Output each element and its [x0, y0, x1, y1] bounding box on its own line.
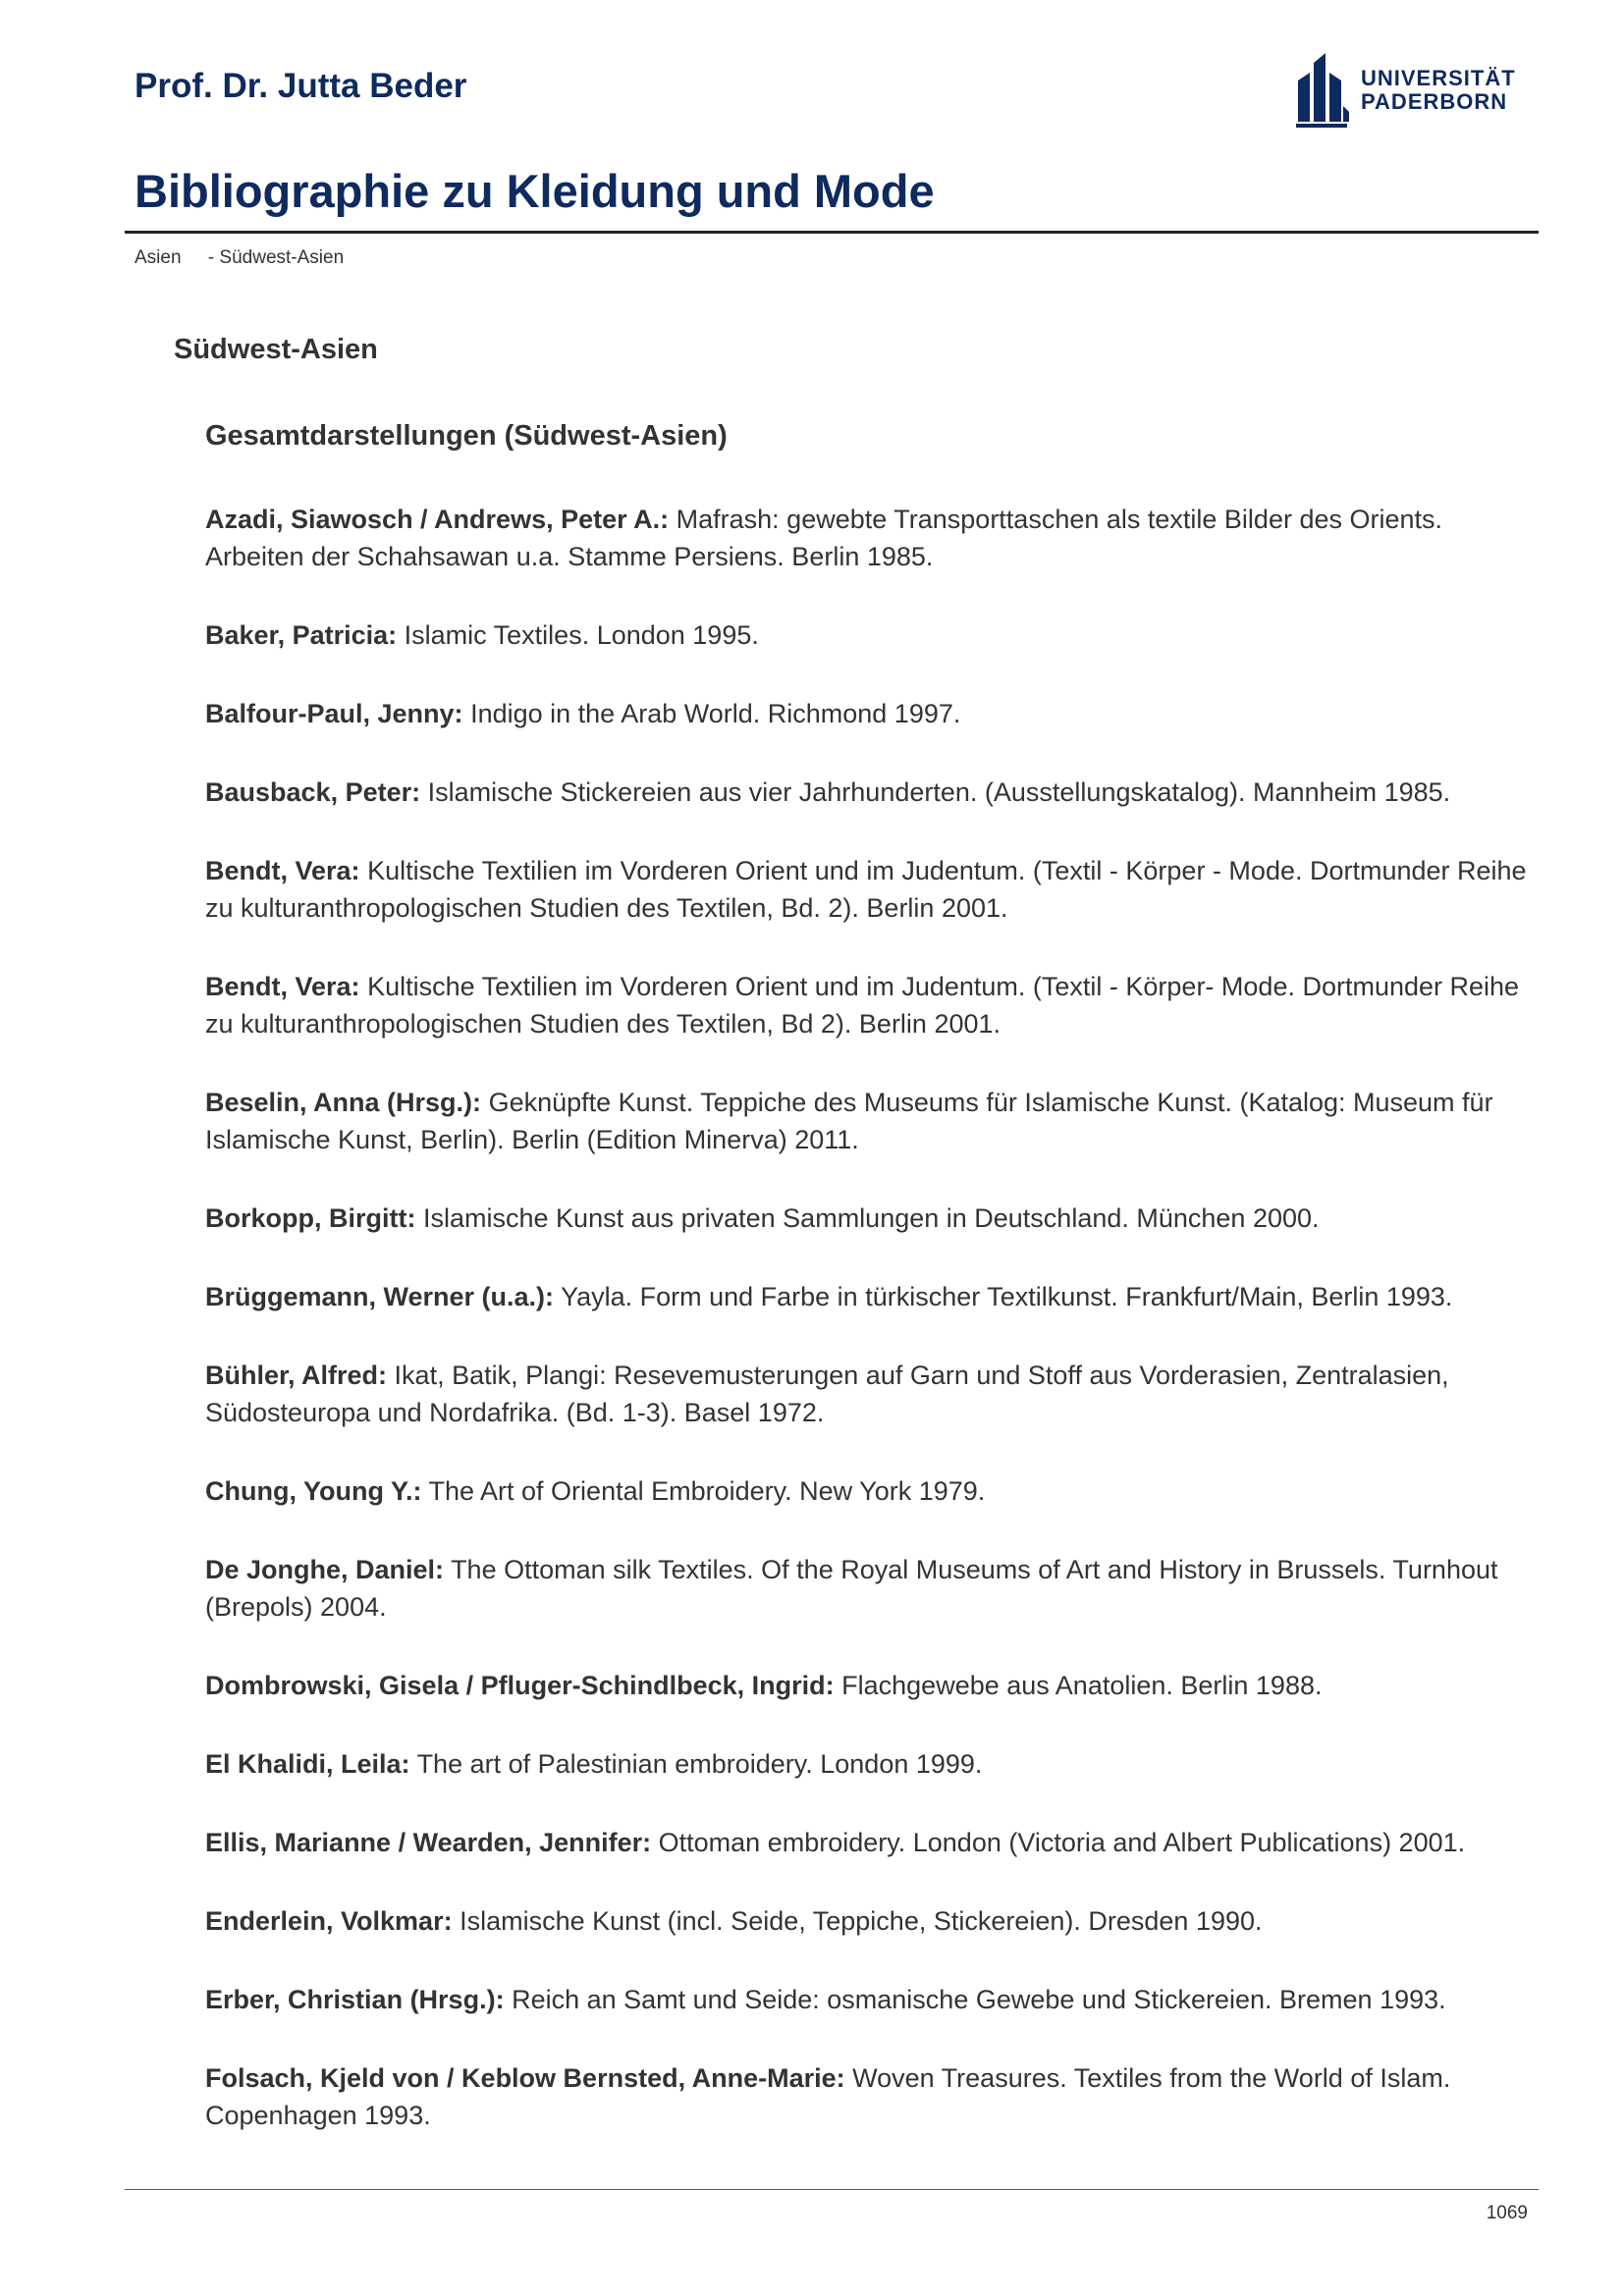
breadcrumb-item: Asien — [135, 247, 182, 268]
bibliography-entry — [205, 1745, 1531, 1783]
entry-text: Kultische Textilien im Vorderen Orient und im Judentum. (Textil - Körper- Mode. Dortmunder Reihe zu kulturanthropologischen Studien des Textilen, Bd 2). Berlin 2001. — [205, 972, 1520, 1039]
author-name: Prof. Dr. Jutta Beder — [135, 67, 467, 105]
breadcrumb — [135, 247, 344, 269]
subsection-title: Gesamtdarstellungen (Südwest-Asien) — [205, 420, 728, 452]
bibliography-entry — [205, 616, 1531, 654]
entry-text: Indigo in the Arab World. Richmond 1997. — [470, 699, 961, 728]
header-divider — [125, 231, 1539, 234]
bibliography-entry — [205, 968, 1531, 1042]
entry-text: Yayla. Form und Farbe in türkischer Textilkunst. Frankfurt/Main, Berlin 1993. — [561, 1282, 1453, 1311]
university-paderborn-logo-icon — [1294, 51, 1351, 130]
entry-text: Islamische Kunst aus privaten Sammlungen in Deutschland. München 2000. — [423, 1203, 1320, 1233]
entry-author: Enderlein, Volkmar: — [205, 1906, 453, 1936]
entry-author: Bendt, Vera: — [205, 856, 360, 885]
logo-line-1: UNIVERSITÄT — [1361, 66, 1516, 90]
bibliography-entry — [205, 774, 1531, 811]
bibliography-list — [205, 501, 1531, 2175]
entry-author: Bühler, Alfred: — [205, 1361, 388, 1390]
document-title: Bibliographie zu Kleidung und Mode — [135, 165, 935, 217]
entry-author: Erber, Christian (Hrsg.): — [205, 1985, 505, 2014]
bibliography-entry — [205, 1902, 1531, 1940]
bibliography-entry — [205, 1357, 1531, 1431]
entry-author: Beselin, Anna (Hrsg.): — [205, 1088, 482, 1117]
entry-author: De Jonghe, Daniel: — [205, 1555, 445, 1584]
page-number: 1069 — [1486, 2203, 1528, 2223]
entry-text: Islamische Stickereien aus vier Jahrhunderten. (Ausstellungskatalog). Mannheim 1985. — [427, 777, 1451, 807]
entry-author: Bendt, Vera: — [205, 972, 360, 1001]
bibliography-entry — [205, 2059, 1531, 2134]
entry-text: The Ottoman silk Textiles. Of the Royal Museums of Art and History in Brussels. Turnhout (Brepols) 2004. — [205, 1555, 1498, 1622]
bibliography-entry — [205, 852, 1531, 927]
entry-text: Geknüpfte Kunst. Teppiche des Museums für Islamische Kunst. (Katalog: Museum für Islamische Kunst, Berlin). Berlin (Edition Minerva) 2011. — [205, 1088, 1493, 1154]
bibliography-entry — [205, 1667, 1531, 1704]
entry-author: Baker, Patricia: — [205, 620, 398, 650]
entry-text: Kultische Textilien im Vorderen Orient und im Judentum. (Textil - Körper - Mode. Dortmunder Reihe zu kulturanthropologischen Studien des Textilen, Bd. 2). Berlin 2001. — [205, 856, 1527, 923]
entry-author: Borkopp, Birgitt: — [205, 1203, 416, 1233]
entry-author: Azadi, Siawosch / Andrews, Peter A.: — [205, 505, 670, 534]
bibliography-entry — [205, 1824, 1531, 1861]
entry-text: The art of Palestinian embroidery. London 1999. — [416, 1749, 983, 1779]
bibliography-entry — [205, 501, 1531, 575]
entry-author: Balfour-Paul, Jenny: — [205, 699, 463, 728]
section-title: Südwest-Asien — [174, 334, 378, 365]
entry-text: Islamische Kunst (incl. Seide, Teppiche, Stickereien). Dresden 1990. — [460, 1906, 1263, 1936]
breadcrumb-item: - Südwest-Asien — [207, 247, 345, 268]
bibliography-entry — [205, 1200, 1531, 1237]
entry-author: Folsach, Kjeld von / Keblow Bernsted, Anne-Marie: — [205, 2063, 845, 2093]
entry-author: Bausback, Peter: — [205, 777, 421, 807]
entry-text: Flachgewebe aus Anatolien. Berlin 1988. — [841, 1671, 1323, 1700]
entry-author: Brüggemann, Werner (u.a.): — [205, 1282, 555, 1311]
bibliography-entry — [205, 1472, 1531, 1510]
entry-author: Dombrowski, Gisela / Pfluger-Schindlbeck, Ingrid: — [205, 1671, 835, 1700]
entry-author: El Khalidi, Leila: — [205, 1749, 410, 1779]
bibliography-entry — [205, 1084, 1531, 1158]
entry-text: The Art of Oriental Embroidery. New York 1979. — [428, 1476, 986, 1506]
entry-author: Ellis, Marianne / Wearden, Jennifer: — [205, 1828, 652, 1857]
bibliography-entry — [205, 695, 1531, 732]
entry-text: Islamic Textiles. London 1995. — [404, 620, 759, 650]
entry-text: Mafrash: gewebte Transporttaschen als textile Bilder des Orients. Arbeiten der Schahsawan u.a. Stamme Persiens. Berlin 1985. — [205, 505, 1443, 571]
bibliography-entry — [205, 1278, 1531, 1315]
logo-line-2: PADERBORN — [1361, 89, 1508, 114]
university-logo — [1294, 51, 1516, 130]
footer-divider — [125, 2189, 1539, 2190]
bibliography-entry — [205, 1551, 1531, 1626]
entry-text: Ikat, Batik, Plangi: Resevemusterungen auf Garn und Stoff aus Vorderasien, Zentralasien, Südosteuropa und Nordafrika. (Bd. 1-3). Basel 1972. — [205, 1361, 1449, 1427]
entry-text: Ottoman embroidery. London (Victoria and Albert Publications) 2001. — [658, 1828, 1466, 1857]
entry-text: Reich an Samt und Seide: osmanische Gewebe und Stickereien. Bremen 1993. — [512, 1985, 1446, 2014]
entry-author: Chung, Young Y.: — [205, 1476, 422, 1506]
bibliography-entry — [205, 1981, 1531, 2018]
entry-text: Woven Treasures. Textiles from the World of Islam. Copenhagen 1993. — [205, 2063, 1451, 2130]
